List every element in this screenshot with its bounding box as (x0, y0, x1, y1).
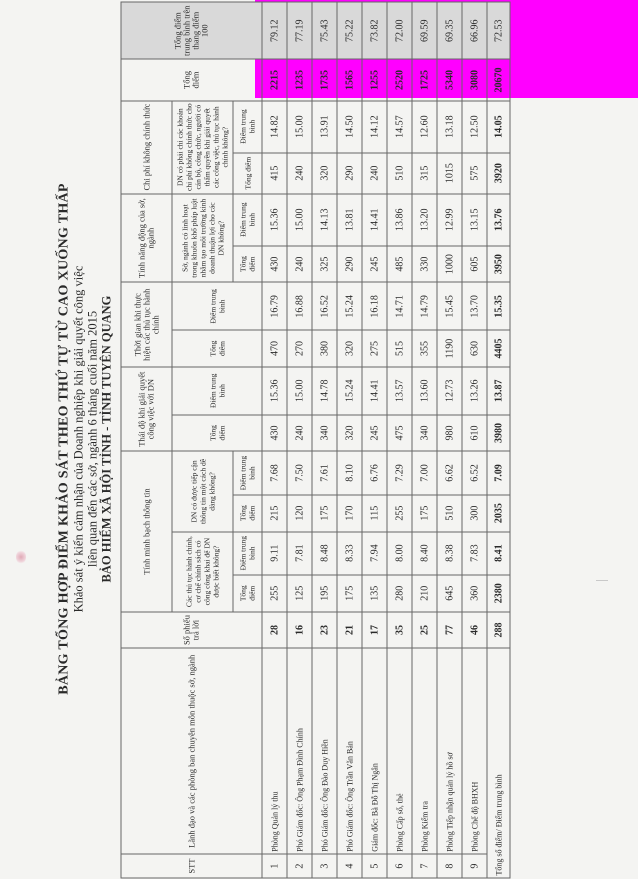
row-total-points: 5340 (437, 59, 462, 100)
row-unit-name: Phó Giám đốc: Ông Đào Duy Hiền (312, 648, 337, 854)
total-value-total: 20670 (487, 59, 510, 100)
header-avg-time: Điểm trung bình (172, 282, 262, 330)
row-value-c1: 475 (387, 415, 412, 452)
row-value-d1: 380 (312, 330, 337, 367)
header-sum-attitude: Tổng điểm (172, 415, 262, 452)
total-value-b1: 2035 (487, 495, 510, 532)
row-value-a1: 195 (312, 575, 337, 612)
row-responses: 17 (362, 612, 387, 649)
row-score-100: 69.59 (412, 2, 437, 59)
row-value-b1: 120 (287, 495, 312, 532)
row-stt: 3 (312, 854, 337, 878)
row-value-c1: 240 (287, 415, 312, 452)
table-row (362, 2, 387, 878)
row-value-d2: 13.70 (462, 282, 487, 330)
row-value-f1: 1015 (437, 153, 462, 194)
row-value-b2: 7.61 (312, 451, 337, 494)
row-value-f1: 315 (412, 153, 437, 194)
row-stt: 1 (262, 854, 287, 878)
row-stt: 4 (337, 854, 362, 878)
row-value-b2: 7.00 (412, 451, 437, 494)
rotated-document-page (1, 0, 638, 879)
row-value-a2: 7.94 (362, 532, 387, 575)
header-group-time: Thời gian khi thực hiện các thủ tục hành chính (121, 282, 172, 366)
row-value-f1: 575 (462, 153, 487, 194)
row-unit-name: Phòng Tiếp nhận quản lý hồ sơ (437, 648, 462, 854)
row-value-b2: 6.76 (362, 451, 387, 494)
row-unit-name: Phòng Quản lý thu (262, 648, 287, 854)
header-sum-time: Tổng điểm (172, 330, 262, 367)
row-total-points: 2520 (387, 59, 412, 100)
row-value-b1: 115 (362, 495, 387, 532)
header-group-transparency: Tính minh bạch thông tin (121, 451, 172, 611)
row-value-e2: 12.99 (437, 194, 462, 246)
total-row (487, 2, 510, 878)
row-value-d2: 16.52 (312, 282, 337, 330)
header-group-attitude: Thái độ khi giải quyết công việc với DN (121, 367, 172, 451)
row-value-e1: 430 (262, 246, 287, 283)
header-sum-cost: Tổng điểm (233, 153, 262, 194)
row-value-d1: 270 (287, 330, 312, 367)
row-value-a2: 8.33 (337, 532, 362, 575)
header-responses: Số phiếu trả lời (121, 612, 262, 649)
row-value-b1: 170 (337, 495, 362, 532)
row-value-e1: 245 (362, 246, 387, 283)
row-value-c1: 610 (462, 415, 487, 452)
total-row-label: Tổng số điểm/ Điểm trung bình (487, 648, 510, 878)
row-unit-name: Phòng Kiểm tra (412, 648, 437, 854)
total-value-d2: 15.35 (487, 282, 510, 330)
row-stt: 9 (462, 854, 487, 878)
row-unit-name: Phó Giám đốc: Ông Trần Văn Bản (337, 648, 362, 854)
row-value-f2: 15.00 (287, 101, 312, 153)
row-value-c2: 13.26 (462, 367, 487, 415)
row-value-d2: 16.18 (362, 282, 387, 330)
row-total-points: 2215 (262, 59, 287, 100)
row-value-d2: 15.24 (337, 282, 362, 330)
table-row (262, 2, 287, 878)
header-q-flexibility: Sở, ngành có linh hoạt trong khuôn khổ pháp luật nhằm tạo môi trường kinh doanh thuận lợi cho các DN không? (172, 194, 233, 283)
row-value-b2: 7.29 (387, 451, 412, 494)
row-value-a2: 8.38 (437, 532, 462, 575)
row-value-c2: 14.78 (312, 367, 337, 415)
row-value-f1: 510 (387, 153, 412, 194)
row-value-d2: 16.88 (287, 282, 312, 330)
row-score-100: 75.43 (312, 2, 337, 59)
header-q-informal-cost: DN có phải chi các khoản chi phí không chính thức cho cán bộ, công chức, người có thẩm quyền khi giải quyết các công việc, thủ tục hành chính không? (172, 101, 233, 194)
row-value-c2: 15.00 (287, 367, 312, 415)
row-value-a1: 175 (337, 575, 362, 612)
row-value-f2: 12.50 (462, 101, 487, 153)
row-value-e1: 325 (312, 246, 337, 283)
header-avg-cost: Điểm trung bình (233, 101, 262, 153)
row-value-b1: 175 (412, 495, 437, 532)
row-value-c2: 13.57 (387, 367, 412, 415)
header-score-100: Tổng điểm trung bình trên thang điểm 100 (121, 2, 262, 59)
row-value-e1: 290 (337, 246, 362, 283)
row-value-e2: 15.00 (287, 194, 312, 246)
row-value-e2: 13.86 (387, 194, 412, 246)
total-value-f2: 14.05 (487, 101, 510, 153)
row-score-100: 75.22 (337, 2, 362, 59)
row-value-d1: 470 (262, 330, 287, 367)
total-value-b2: 7.09 (487, 451, 510, 494)
row-value-b2: 8.10 (337, 451, 362, 494)
row-total-points: 1735 (312, 59, 337, 100)
row-value-a2: 8.48 (312, 532, 337, 575)
total-value-a2: 8.41 (487, 532, 510, 575)
row-stt: 6 (387, 854, 412, 878)
header-avg-attitude: Điểm trung bình (172, 367, 262, 415)
row-value-f1: 240 (287, 153, 312, 194)
row-responses: 46 (462, 612, 487, 649)
table-row (412, 2, 437, 878)
row-value-e2: 14.13 (312, 194, 337, 246)
row-value-d1: 275 (362, 330, 387, 367)
survey-score-table (121, 2, 511, 879)
document-titles (58, 0, 114, 879)
header-sum-q2: Tổng điểm (233, 495, 262, 532)
row-unit-name: Giám đốc: Bà Đỗ Thị Ngân (362, 648, 387, 854)
row-stt: 2 (287, 854, 312, 878)
row-value-d1: 630 (462, 330, 487, 367)
title-line-2: Khảo sát ý kiến cảm nhận của Doanh nghiệp khi giải quyết công việc (71, 265, 86, 613)
row-value-c2: 15.24 (337, 367, 362, 415)
row-value-b2: 6.62 (437, 451, 462, 494)
row-value-a2: 7.81 (287, 532, 312, 575)
row-value-e2: 15.36 (262, 194, 287, 246)
row-total-points: 1565 (337, 59, 362, 100)
row-total-points: 1725 (412, 59, 437, 100)
row-value-e1: 605 (462, 246, 487, 283)
row-value-c1: 980 (437, 415, 462, 452)
row-stt: 8 (437, 854, 462, 878)
row-value-a1: 280 (387, 575, 412, 612)
total-value-f1: 3920 (487, 153, 510, 194)
total-value-a1: 2380 (487, 575, 510, 612)
row-score-100: 72.00 (387, 2, 412, 59)
row-value-f1: 320 (312, 153, 337, 194)
row-responses: 28 (262, 612, 287, 649)
row-value-b2: 7.68 (262, 451, 287, 494)
row-value-b1: 300 (462, 495, 487, 532)
row-score-100: 66.96 (462, 2, 487, 59)
row-value-d1: 1190 (437, 330, 462, 367)
row-value-f1: 240 (362, 153, 387, 194)
header-sum-dynamism: Tổng điểm (233, 246, 262, 283)
header-unit: Lãnh đạo và các phòng ban chuyên môn thuộc sở, ngành (121, 648, 262, 854)
total-value-e2: 13.76 (487, 194, 510, 246)
row-value-f1: 290 (337, 153, 362, 194)
total-value-c1: 3980 (487, 415, 510, 452)
row-value-a1: 255 (262, 575, 287, 612)
row-value-c1: 245 (362, 415, 387, 452)
row-value-a1: 360 (462, 575, 487, 612)
row-score-100: 73.82 (362, 2, 387, 59)
total-value-c2: 13.87 (487, 367, 510, 415)
row-value-c1: 320 (337, 415, 362, 452)
row-value-c2: 15.36 (262, 367, 287, 415)
row-score-100: 77.19 (287, 2, 312, 59)
header-group-informal-cost: Chi phí không chính thức (121, 101, 172, 194)
row-responses: 25 (412, 612, 437, 649)
row-value-f2: 14.57 (387, 101, 412, 153)
row-value-e1: 485 (387, 246, 412, 283)
table-row (387, 2, 412, 878)
row-value-b2: 6.52 (462, 451, 487, 494)
row-value-d1: 320 (337, 330, 362, 367)
row-value-f2: 12.60 (412, 101, 437, 153)
row-value-a2: 9.11 (262, 532, 287, 575)
header-avg-q1: Điểm trung bình (233, 532, 262, 575)
table-row (287, 2, 312, 878)
table-row (437, 2, 462, 878)
row-value-b1: 510 (437, 495, 462, 532)
row-responses: 16 (287, 612, 312, 649)
total-value-resp: 288 (487, 612, 510, 649)
row-unit-name: Phó Giám đốc: Ông Phạm Đình Chính (287, 648, 312, 854)
row-value-f2: 13.18 (437, 101, 462, 153)
row-value-d2: 16.79 (262, 282, 287, 330)
title-line-4: BẢO HIỂM XÃ HỘI TỈNH - TỈNH TUYÊN QUANG (99, 295, 114, 583)
header-q-access-info: DN có được tiếp cận thông tin một cách dễ dàng không? (172, 451, 233, 531)
row-value-a1: 125 (287, 575, 312, 612)
total-value-e1: 3950 (487, 246, 510, 283)
row-unit-name: Phòng Chế độ BHXH (462, 648, 487, 854)
title-line-1: BẢNG TỔNG HỢP ĐIỂM KHẢO SÁT THEO THỨ TỰ TỪ CAO XUỐNG THẤP (56, 183, 72, 695)
row-score-100: 69.35 (437, 2, 462, 59)
row-value-b1: 215 (262, 495, 287, 532)
row-total-points: 3080 (462, 59, 487, 100)
row-stt: 5 (362, 854, 387, 878)
header-avg-q2: Điểm trung bình (233, 451, 262, 494)
row-stt: 7 (412, 854, 437, 878)
row-value-a2: 8.00 (387, 532, 412, 575)
row-value-a1: 210 (412, 575, 437, 612)
row-value-d1: 515 (387, 330, 412, 367)
header-q-public-procedures: Các thủ tục hành chính, cơ chế chính sách có công công khai để DN được biết không? (172, 532, 233, 612)
row-value-a2: 8.40 (412, 532, 437, 575)
row-value-c2: 13.60 (412, 367, 437, 415)
row-value-e2: 14.41 (362, 194, 387, 246)
row-value-e1: 240 (287, 246, 312, 283)
row-value-e1: 330 (412, 246, 437, 283)
row-value-f2: 14.12 (362, 101, 387, 153)
row-value-e2: 13.15 (462, 194, 487, 246)
header-stt: STT (121, 854, 262, 878)
row-value-c2: 14.41 (362, 367, 387, 415)
row-responses: 77 (437, 612, 462, 649)
row-value-b1: 175 (312, 495, 337, 532)
table-row (462, 2, 487, 878)
row-value-a1: 645 (437, 575, 462, 612)
row-value-f1: 415 (262, 153, 287, 194)
row-value-b1: 255 (387, 495, 412, 532)
row-value-d2: 14.79 (412, 282, 437, 330)
row-value-a2: 7.83 (462, 532, 487, 575)
row-value-d2: 14.71 (387, 282, 412, 330)
row-value-e2: 13.20 (412, 194, 437, 246)
row-value-c2: 12.73 (437, 367, 462, 415)
row-value-e2: 13.81 (337, 194, 362, 246)
row-value-b2: 7.50 (287, 451, 312, 494)
row-value-e1: 1000 (437, 246, 462, 283)
header-avg-dynamism: Điểm trung bình (233, 194, 262, 246)
table-body (262, 2, 510, 878)
row-value-f2: 13.91 (312, 101, 337, 153)
title-line-3: liên quan đến các sở, ngành 6 tháng cuối năm 2015 (85, 310, 100, 568)
header-sum-q1: Tổng điểm (233, 575, 262, 612)
row-value-c1: 430 (262, 415, 287, 452)
header-group-dynamism: Tính năng động của sở, ngành (121, 194, 172, 283)
table-row (337, 2, 362, 878)
table-row (312, 2, 337, 878)
row-value-d1: 355 (412, 330, 437, 367)
header-total-points: Tổng điểm (121, 59, 262, 100)
row-total-points: 1255 (362, 59, 387, 100)
row-value-f2: 14.50 (337, 101, 362, 153)
row-value-f2: 14.82 (262, 101, 287, 153)
row-unit-name: Phòng Cấp sổ, thẻ (387, 648, 412, 854)
row-value-c1: 340 (412, 415, 437, 452)
row-value-c1: 340 (312, 415, 337, 452)
row-responses: 23 (312, 612, 337, 649)
row-value-a1: 135 (362, 575, 387, 612)
total-value-d1: 4405 (487, 330, 510, 367)
row-responses: 35 (387, 612, 412, 649)
total-value-score: 72.53 (487, 2, 510, 59)
row-value-d2: 15.45 (437, 282, 462, 330)
row-score-100: 79.12 (262, 2, 287, 59)
row-responses: 21 (337, 612, 362, 649)
row-total-points: 1235 (287, 59, 312, 100)
